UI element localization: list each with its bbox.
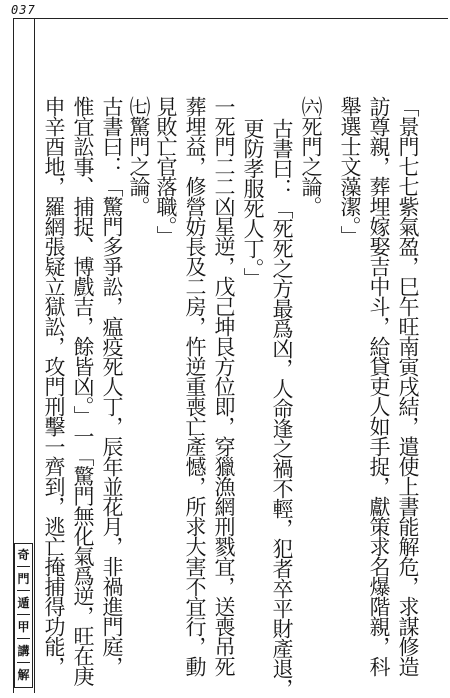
- side-title-char: 甲: [17, 620, 30, 634]
- section-heading: ㈥死門之論。: [299, 96, 323, 216]
- side-title-divider: [17, 614, 30, 615]
- text-column: 見敗亡官落職。」: [154, 96, 178, 246]
- text-column: 訪尊親，葬埋嫁娶吉中斗，給貸吏人如手捉，獻策求名爆階親，科: [367, 96, 391, 676]
- side-title-divider: [17, 566, 30, 567]
- text-column: 古書曰：「死死之方最爲凶，人命逢之禍不輕，犯者卒平財產退，: [270, 118, 294, 698]
- side-book-title: [14, 543, 33, 688]
- page-number: 037: [11, 3, 36, 17]
- side-title-divider: [17, 662, 30, 663]
- text-column: 一死門二二凶星逆，戊己坤艮方位即，穿獵漁網刑戮宜，送喪吊死: [212, 96, 236, 676]
- side-title-char: 遁: [17, 596, 30, 610]
- side-title-char: 門: [17, 572, 30, 586]
- side-title-char: 奇: [17, 548, 30, 562]
- side-title-char: 解: [17, 668, 30, 682]
- side-title-char: 講: [17, 644, 30, 658]
- side-title-divider: [17, 590, 30, 591]
- text-column: 古書曰：「驚門多爭訟，瘟疫死人丁，辰年並花月，非禍進門庭，: [100, 96, 124, 676]
- text-column: 葬埋益，修營妨長及二房，忤逆重喪亡產憾，所求大害不宜行，動: [183, 96, 207, 676]
- text-column: 舉選士文藻潔。」: [338, 96, 362, 246]
- text-column: 申辛酉地，羅網張疑立獄訟，攻門刑擊一齊到，逃亡掩捕得功能，: [42, 96, 66, 676]
- text-column: 更防孝服死人丁。」: [241, 118, 265, 288]
- text-column: 「景門七七紫氣盈，巳午旺南寅戌結，遣使上書能解危，求謀修造: [396, 96, 420, 676]
- frame-inner-rule: [34, 18, 35, 693]
- side-title-divider: [17, 638, 30, 639]
- text-column: 惟宜訟事、捕捉、博戲吉，餘皆凶。」一「驚門無化氣爲逆，旺在庚: [71, 96, 95, 686]
- section-heading: ㈦驚門之論。: [127, 96, 151, 216]
- frame-top-rule: [13, 18, 448, 19]
